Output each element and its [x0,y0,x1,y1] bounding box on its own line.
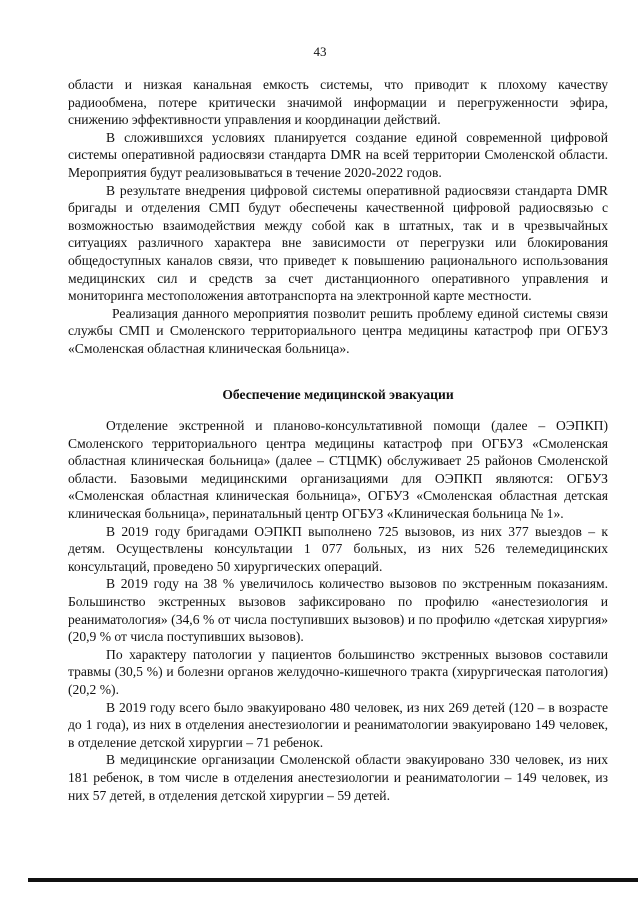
paragraph: В 2019 году на 38 % увеличилось количество вызовов по экстренным показаниям. Большинство экстренных вызовов зафиксировано по профилю «анестезиология и реаниматология» (34,6 % от числа поступивших вызовов) и по профилю «детская хирургия» (20,9 % от числа поступивших вызовов). [68,576,608,645]
paragraph: В результате внедрения цифровой системы оперативной радиосвязи стандарта DMR бригады и отделения СМП будут обеспечены качественной цифровой радиосвязью с возможностью взаимодействия между собой как в штатных, так и в чрезвычайных ситуациях различного характера вне зависимости от перегрузки или блокирования общедоступных каналов связи, что приведет к повышению рационального использования медицинских сил и средств за счет дистанционного оперативного управления и мониторинга местоположения автотранспорта на электронной карте местности. [68,182,608,304]
paragraph: области и низкая канальная емкость системы, что приводит к плохому качеству радиообмена, потере критически значимой информации и перегруженности эфира, снижению эффективности управления и координации действий. [68,77,608,128]
section-heading: Обеспечение медицинской эвакуации [222,386,454,402]
page-number: 43 [313,44,327,59]
footer-rule [28,878,638,882]
paragraph: В медицинские организации Смоленской области эвакуировано 330 человек, из них 181 ребенок, в том числе в отделения анестезиологии и реаниматологии – 149 человек, из них 57 детей, в отделения детской хирургии – 59 детей. [68,752,608,803]
paragraph: По характеру патологии у пациентов большинство экстренных вызовов составили травмы (30,5 %) и болезни органов желудочно-кишечного тракта (хирургическая патология) (20,2 %). [68,646,608,697]
paragraph: Отделение экстренной и планово-консультативной помощи (далее – ОЭПКП) Смоленского территориального центра медицины катастроф при ОГБУЗ «Смоленская областная клиническая больница» (далее – СТЦМК) обслуживает 25 районов Смоленской области. Базовыми медицинскими организациями для ОЭПКП являются: ОГБУЗ «Смоленская областная клиническая больница», ОГБУЗ «Смоленская областная детская клиническая больница», перинатальный центр ОГБУЗ «Клиническая больница № 1». [68,418,608,522]
paragraph: В сложившихся условиях планируется создание единой современной цифровой системы оперативной радиосвязи стандарта DMR на всей территории Смоленской области. Мероприятия будут реализовываться в течение 2020-2022 годов. [68,129,608,180]
paragraph: Реализация данного мероприятия позволит решить проблему единой системы связи службы СМП и Смоленского территориального центра медицины катастроф при ОГБУЗ «Смоленская областная клиническая больница». [68,305,608,356]
document-body [68,76,608,804]
paragraph: В 2019 году всего было эвакуировано 480 человек, из них 269 детей (120 – в возрасте до 1 года), из них в отделения анестезиологии и реаниматологии эвакуировано 149 человек, в отделение детской хирургии – 71 ребенок. [68,699,608,750]
paragraph: В 2019 году бригадами ОЭПКП выполнено 725 вызовов, из них 377 выездов – к детям. Осуществлены консультации 1 077 больных, из них 526 телемедицинских консультаций, проведено 50 хирургических операций. [68,523,608,574]
